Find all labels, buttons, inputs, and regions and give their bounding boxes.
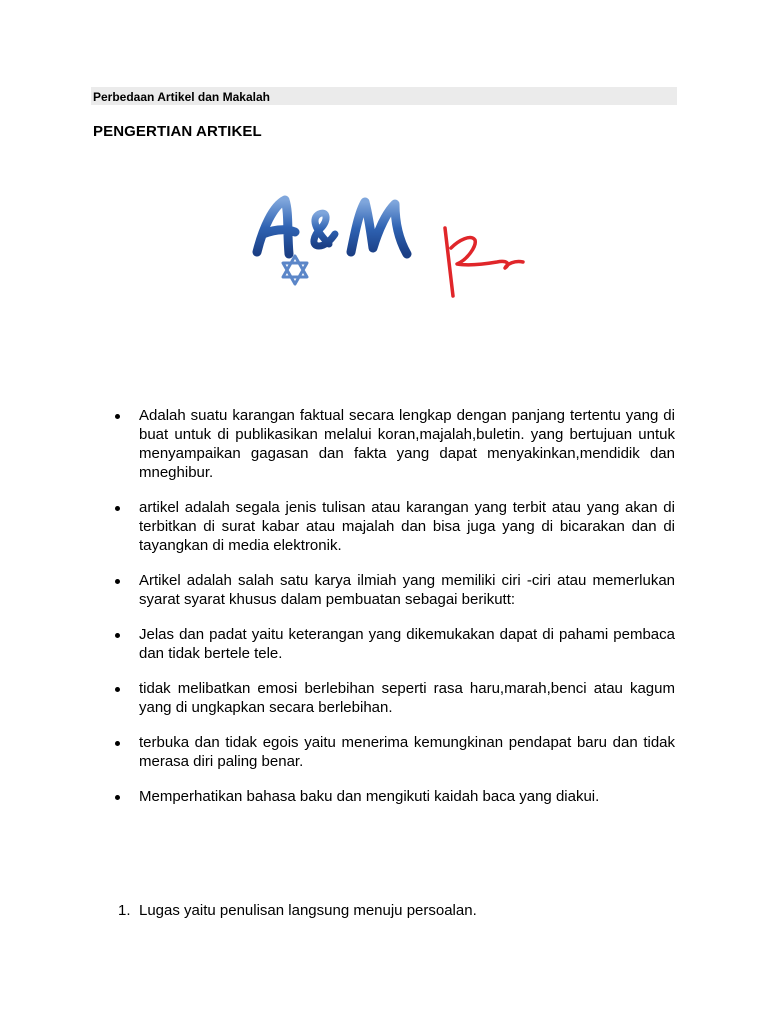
bullet-dot-icon [115,579,120,584]
list-item-text: Adalah suatu karangan faktual secara lengkap dengan panjang tertentu yang di buat untuk di publikasikan melalui koran,majalah,buletin. yang bertujuan untuk menyampaikan gagasan dan fakta yang dapat menyakinkan,mendidik dan mneghibur. [139,407,675,481]
bullet-dot-icon [115,506,120,511]
list-item-text: Jelas dan padat yaitu keterangan yang dikemukakan dapat di pahami pembaca dan tidak bertele tele. [139,626,675,662]
bullet-dot-icon [115,687,120,692]
bullet-dot-icon [115,741,120,746]
bullet-dot-icon [115,633,120,638]
list-item-text: Artikel adalah salah satu karya ilmiah yang memiliki ciri -ciri atau memerlukan syarat syarat khusus dalam pembuatan sebagai berikutt: [139,572,675,608]
logo-letter-a [257,200,295,254]
bullet-list [110,406,675,822]
red-signature-scribble [445,228,523,296]
list-item [110,787,675,806]
bullet-dot-icon [115,414,120,419]
star-icon [283,256,307,284]
section-heading: PENGERTIAN ARTIKEL [93,123,262,140]
list-item [110,679,675,717]
list-item [110,498,675,555]
list-item [110,625,675,663]
list-item [110,406,675,482]
numbered-list [118,901,678,920]
list-item-text: artikel adalah segala jenis tulisan atau karangan yang terbit atau yang akan di terbitkan di surat kabar atau majalah dan bisa juga yang di bicarakan dan di tayangkan di media elektronik. [139,499,675,554]
list-item [110,733,675,771]
list-item-text: Lugas yaitu penulisan langsung menuju persoalan. [139,902,477,919]
am-signature-logo [245,188,545,303]
list-item [110,571,675,609]
list-item-text: terbuka dan tidak egois yaitu menerima kemungkinan pendapat baru dan tidak merasa diri paling benar. [139,734,675,770]
bullet-dot-icon [115,795,120,800]
logo-letter-m [351,202,407,254]
list-number: 1. [118,902,131,919]
list-item-text: Memperhatikan bahasa baku dan mengikuti kaidah baca yang diakui. [139,788,600,805]
document-title: Perbedaan Artikel dan Makalah [91,87,677,105]
numbered-list-item [118,901,678,920]
logo-ampersand [314,213,335,246]
list-item-text: tidak melibatkan emosi berlebihan seperti rasa haru,marah,benci atau kagum yang di ungkapkan secara berlebihan. [139,680,675,716]
